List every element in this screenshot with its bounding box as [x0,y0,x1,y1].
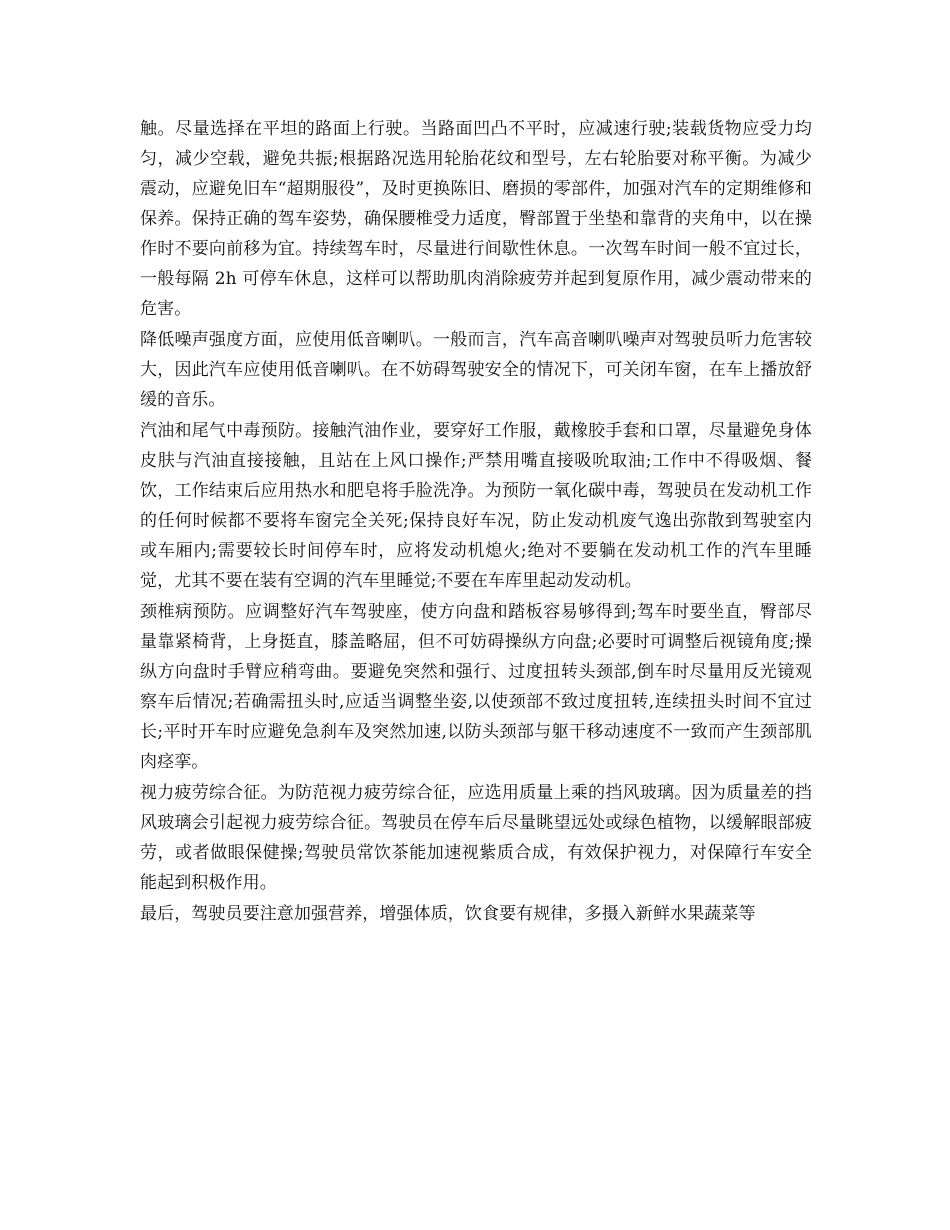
paragraph-cervical: 颈椎病预防。应调整好汽车驾驶座，使方向盘和踏板容易够得到;驾车时要坐直，臀部尽量靠紧椅背，上身挺直，膝盖略屈，但不可妨碍操纵方向盘;必要时可调整后视镜角度;操纵方向盘时手臂应稍弯曲。要避免突然和强行、过度扭转头颈部,倒车时尽量用反光镜观察车后情况;若确需扭头时,应适当调整坐姿,以使颈部不致过度扭转,连续扭头时间不宜过长;平时开车时应避免急刹车及突然加速,以防头颈部与躯干移动速度不一致而产生颈部肌肉痉挛。 [140,602,812,772]
paragraph-vision: 视力疲劳综合征。为防范视力疲劳综合征，应选用质量上乘的挡风玻璃。因为质量差的挡风玻璃会引起视力疲劳综合征。驾驶员在停车后尽量眺望远处或绿色植物，以缓解眼部疲劳，或者做眼保健操;驾驶员常饮茶能加速视紫质合成，有效保护视力，对保障行车安全能起到积极作用。 [140,783,812,893]
document-page [140,114,812,930]
paragraph-noise: 降低噪声强度方面，应使用低音喇叭。一般而言，汽车高音喇叭噪声对驾驶员听力危害较大，因此汽车应使用低音喇叭。在不妨碍驾驶安全的情况下，可关闭车窗，在车上播放舒缓的音乐。 [140,330,812,410]
paragraph-nutrition: 最后，驾驶员要注意加强营养，增强体质，饮食要有规律，多摄入新鲜水果蔬菜等 [140,904,756,924]
paragraph-vibration: 触。尽量选择在平坦的路面上行驶。当路面凹凸不平时，应减速行驶;装载货物应受力均匀，减少空载，避免共振;根据路况选用轮胎花纹和型号，左右轮胎要对称平衡。为减少震动，应避免旧车“超期服役”，及时更换陈旧、磨损的零部件，加强对汽车的定期维修和保养。保持正确的驾车姿势，确保腰椎受力适度，臀部置于坐垫和靠背的夹角中，以在操作时不要向前移为宜。持续驾车时，尽量进行间歇性休息。一次驾车时间一般不宜过长，一般每隔 2h 可停车休息，这样可以帮助肌肉消除疲劳并起到复原作用，减少震动带来的危害。 [140,119,812,319]
paragraph-poisoning: 汽油和尾气中毒预防。接触汽油作业，要穿好工作服，戴橡胶手套和口罩，尽量避免身体皮肤与汽油直接接触，且站在上风口操作;严禁用嘴直接吸吮取油;工作中不得吸烟、餐饮，工作结束后应用热水和肥皂将手脸洗净。为预防一氧化碳中毒，驾驶员在发动机工作的任何时候都不要将车窗完全关死;保持良好车况，防止发动机废气逸出弥散到驾驶室内或车厢内;需要较长时间停车时，应将发动机熄火;绝对不要躺在发动机工作的汽车里睡觉，尤其不要在装有空调的汽车里睡觉;不要在车库里起动发动机。 [140,421,812,591]
